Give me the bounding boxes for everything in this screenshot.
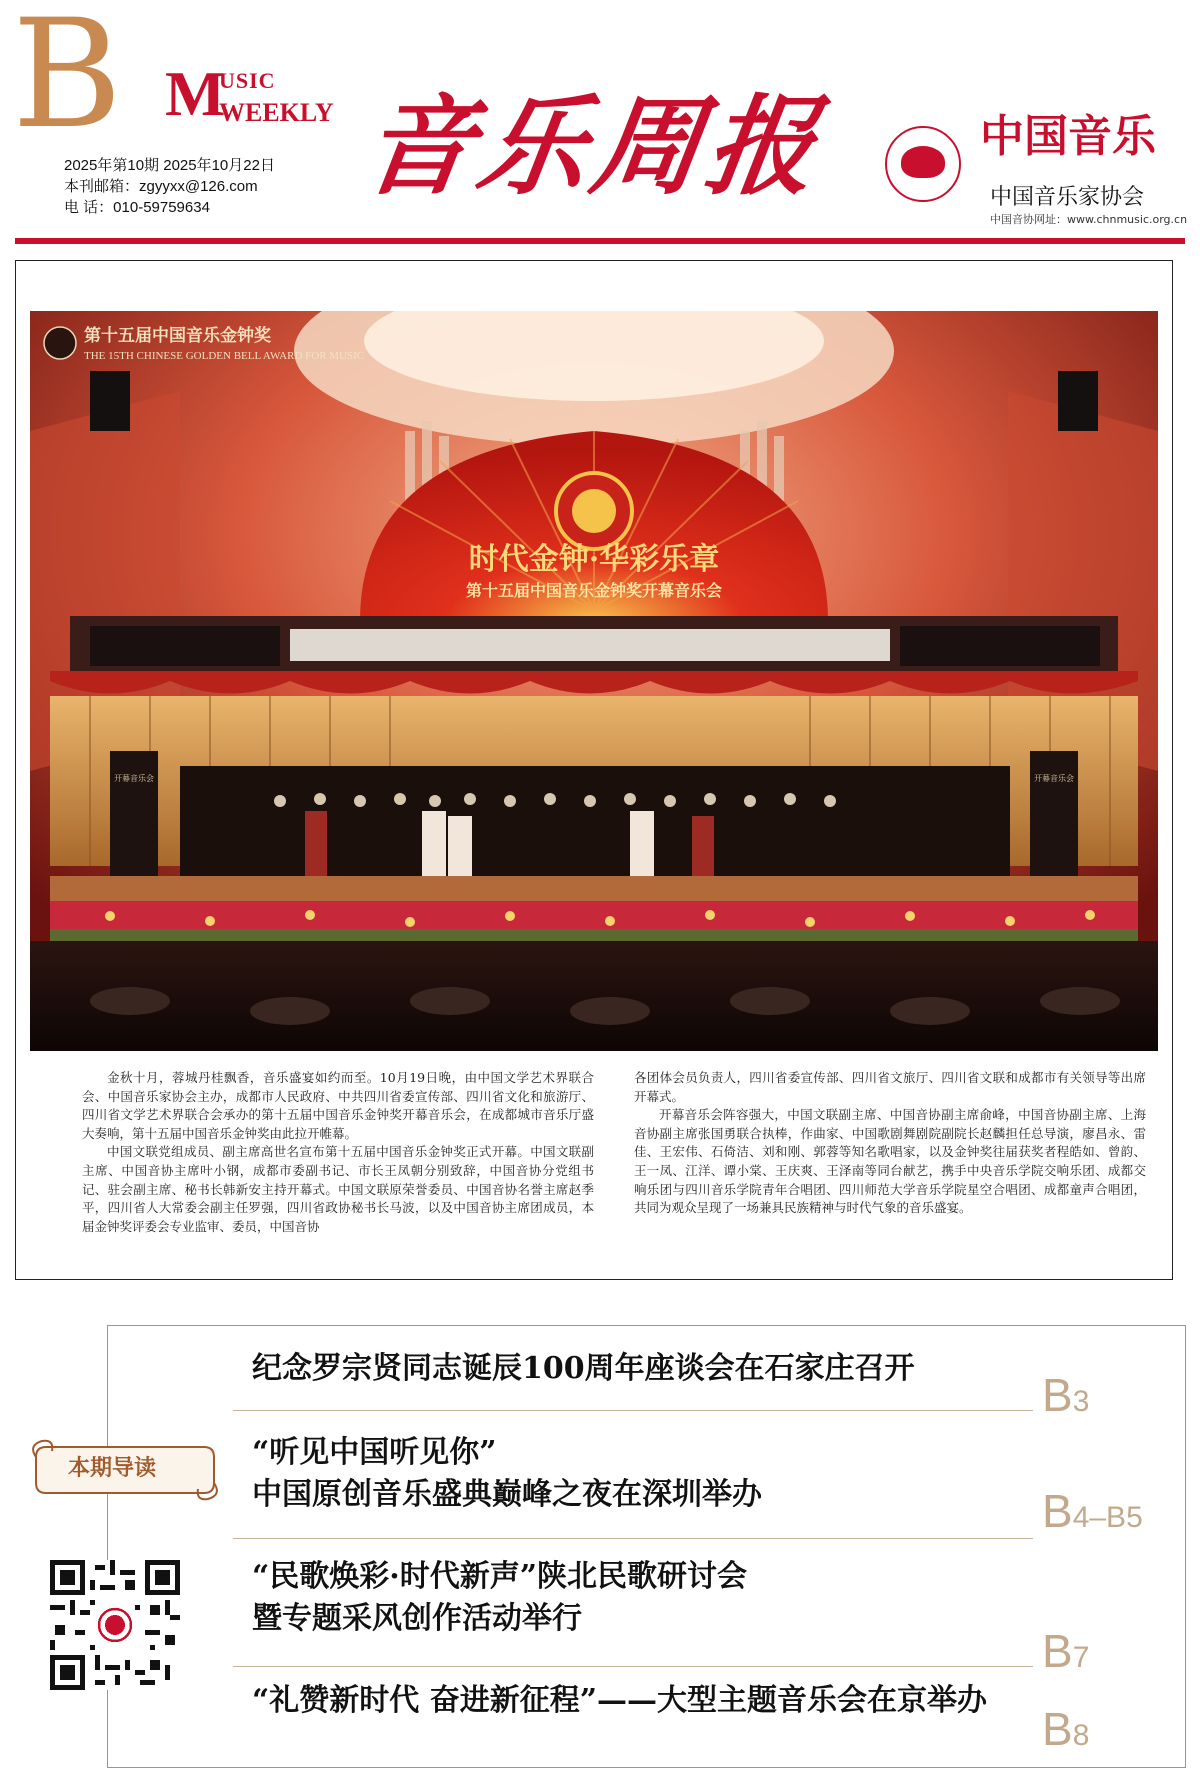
toc-headline: 中国原创音乐盛典巅峰之夜在深圳举办 — [252, 1477, 762, 1512]
association-url: 中国音协网址：www.chnmusic.org.cn — [990, 213, 1188, 226]
association-name: 中国音乐家协会 — [990, 185, 1145, 210]
side-banner-left-text: 开幕音乐会 — [114, 774, 154, 783]
article-paragraph: 开幕音乐会阵容强大，中国文联副主席、中国音协副主席俞峰，中国音协副主席、上海音协副主席张国勇联合执棒，作曲家、中国歌剧舞剧院副院长赵麟担任总导演，廖昌永、雷佳、王宏伟、石倚洁、刘和刚、郭蓉等知名歌唱家，以及金钟奖往届获奖者程皓如、曾韵、王一凤、江洋、谭小棠、王庆爽、王泽南等同台献艺，携手中央音乐学院交响乐团、成都交响乐团与四川音乐学院青年合唱团、四川师范大学音乐学院星空合唱团、成都童声合唱团，共同为观众呈现了一场兼具民族精神与时代气象的音乐盛宴。 — [634, 1107, 1146, 1216]
issue-line: 2025年第10期 2025年10月22日 — [64, 157, 275, 174]
lead-story — [15, 260, 1173, 1280]
masthead-divider — [15, 238, 1185, 244]
newspaper-title: 音乐周报 — [356, 84, 830, 210]
toc-item[interactable] — [252, 1556, 747, 1640]
logo-usic: USIC — [219, 68, 276, 93]
toc-item[interactable] — [252, 1680, 987, 1722]
qr-code-icon[interactable] — [50, 1560, 180, 1690]
cmas-emblem-icon — [885, 126, 961, 202]
table-of-contents — [107, 1325, 1186, 1768]
article-paragraph: 金秋十月，蓉城丹桂飘香，音乐盛宴如约而至。10月19日晚，由中国文学艺术界联合会、中国音乐家协会主办，成都市人民政府、中共四川省委宣传部、四川省文化和旅游厅、四川省文学艺术界联合会承办的第十五届中国音乐金钟奖开幕音乐会，在成都城市音乐厅盛大奏响，第十五届中国音乐金钟奖由此拉开帷幕。 — [82, 1070, 594, 1141]
toc-divider — [233, 1410, 1033, 1411]
article-paragraph: 各团体会员负责人，四川省委宣传部、四川省文旅厅、四川省文联和成都市有关领导等出席开幕式。 — [634, 1070, 1146, 1104]
toc-page-ref: B4–B5 — [1042, 1485, 1143, 1537]
toc-divider — [233, 1538, 1033, 1539]
section-letter: B — [12, 0, 123, 162]
toc-page-ref: B7 — [1042, 1625, 1090, 1677]
article-body — [82, 1069, 1146, 1269]
photo-overlay-subtitle: THE 15TH CHINESE GOLDEN BELL AWARD FOR MUSIC — [84, 350, 365, 362]
association-calligraphy: 中国音乐 — [980, 111, 1156, 162]
article-column-right — [634, 1069, 1146, 1218]
logo-m: M — [165, 58, 226, 129]
in-this-issue-badge — [32, 1435, 218, 1505]
concert-photo-illustration — [30, 311, 1158, 1051]
phone-line: 电 话：010-59759634 — [64, 199, 210, 216]
article-column-left — [82, 1069, 594, 1236]
stage-title: 时代金钟·华彩乐章 — [468, 542, 720, 577]
publication-info — [64, 155, 275, 218]
toc-page-ref: B8 — [1042, 1703, 1090, 1755]
toc-headline: 纪念罗宗贤同志诞辰100周年座谈会在石家庄召开 — [252, 1351, 915, 1386]
toc-headline: “礼赞新时代 奋进新征程”——大型主题音乐会在京举办 — [252, 1683, 987, 1718]
toc-item[interactable] — [252, 1348, 915, 1390]
side-banner-right-text: 开幕音乐会 — [1034, 774, 1074, 783]
logo-weekly: WEEKLY — [219, 98, 334, 127]
toc-page-ref: B3 — [1042, 1369, 1090, 1421]
toc-headline: 暨专题采风创作活动举行 — [252, 1601, 582, 1636]
qr-code-graphic — [50, 1560, 180, 1690]
badge-label: 本期导读 — [68, 1455, 157, 1481]
article-paragraph: 中国文联党组成员、副主席高世名宣布第十五届中国音乐金钟奖正式开幕。中国文联副主席、中国音协主席叶小钢，成都市委副书记、市长王凤朝分别致辞，中国音协分党组书记、驻会副主席、秘书长韩新安主持开幕式。中国文联原荣誉委员、中国音协名誉主席赵季平，四川省人大常委会副主任罗强，四川省政协秘书长马波，以及中国音协主席团成员，本届金钟奖评委会专业监审、委员，中国音协 — [82, 1144, 594, 1234]
stage-subtitle: 第十五届中国音乐金钟奖开幕音乐会 — [465, 581, 723, 600]
toc-headline: “听见中国听见你” — [252, 1435, 497, 1470]
email-line: 本刊邮箱：zgyyxx@126.com — [64, 178, 258, 195]
toc-headline: “民歌焕彩·时代新声”陕北民歌研讨会 — [252, 1559, 747, 1594]
masthead — [0, 0, 1200, 250]
concert-photo — [30, 311, 1158, 1051]
toc-divider — [233, 1666, 1033, 1667]
toc-item[interactable] — [252, 1432, 762, 1516]
photo-overlay-title: 第十五届中国音乐金钟奖 — [84, 326, 271, 346]
